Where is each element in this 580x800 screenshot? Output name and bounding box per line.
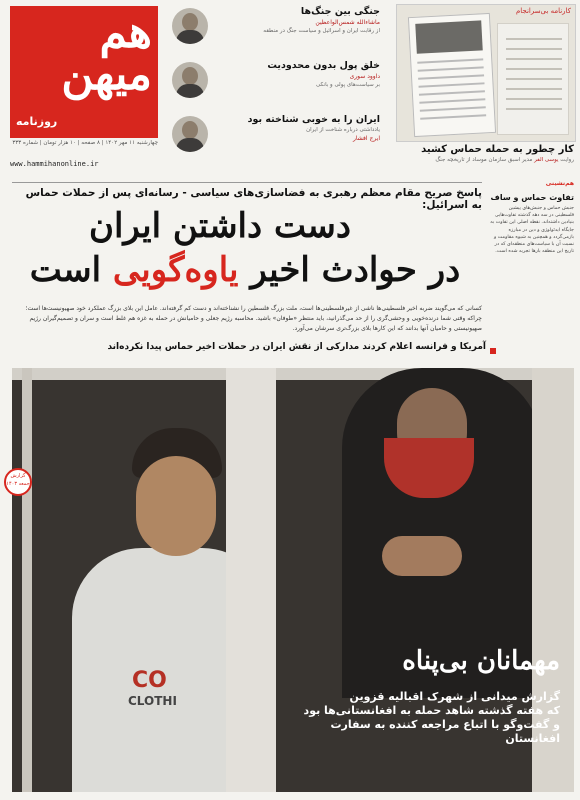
masthead-subtitle: روزنامه: [16, 115, 58, 128]
headline-part1: در حوادث اخیر: [250, 250, 461, 290]
sidebar-label: هم‌نشینی: [545, 180, 574, 187]
window-bar: [226, 368, 276, 792]
sidebar-title: تفاوت حماس و ساف: [490, 193, 574, 202]
dek-author: یوسی الفر: [534, 157, 559, 163]
headline-part2: است: [29, 250, 102, 290]
top-right-caption[interactable]: [396, 144, 574, 163]
photo-dek-line: گزارش میدانی از شهرک اقبالیه قزوین: [349, 690, 560, 703]
issue-folio: چهارشنبه ۱۱ مهر ۱۴۰۲ | ۸ صفحه | ۱۰ هزار تومان | شماره ۳۳۳: [12, 140, 158, 146]
teaser-dek: از رقابت ایران و اسرائیل و سیاست جنگ در منطقه: [263, 28, 380, 34]
author-avatar: [172, 62, 208, 98]
masthead-logo[interactable]: [10, 6, 158, 138]
masthead-name-line2: میهن: [61, 49, 152, 100]
sidebar-body: جنبش حماس و جنبش‌های پیشین فلسطینی در سه دهه گذشته تفاوت‌هایی بنیادین داشته‌اند. نقطه اصلی این تفاوت به جایگاه ایدئولوژی و دین در مبارزه بازمی‌گردد و همچنین به شیوه مقاومت و نسبت آن با سیاست‌های منطقه‌ای که در تاریخ این منطقه بارها تجربه شده است.: [490, 206, 574, 255]
teaser-2[interactable]: [168, 60, 380, 104]
top-right-photo[interactable]: [396, 4, 576, 142]
photo-dek: [300, 690, 560, 746]
top-right-tag: کارنامه بی‌سرانجام: [515, 7, 571, 15]
teaser-3[interactable]: [168, 114, 380, 158]
strap-line[interactable]: آمریکا و فرانسه اعلام کردند مدارکی از نقش ایران در حملات اخیر حماس پیدا نکرده‌اند: [107, 342, 486, 352]
main-headline-line2[interactable]: [20, 250, 470, 290]
report-stamp-badge: گزارش جمعه ۱۴۰۳: [4, 468, 32, 496]
masthead-name-line1: هم: [99, 7, 152, 58]
dek-rest: مدیر اسبق سازمان موساد از تاریخچه جنگ: [435, 157, 533, 163]
woman-hand: [382, 536, 462, 576]
teaser-author: ایرج افشار: [352, 135, 380, 142]
website-link[interactable]: www.hammihanonline.ir: [10, 160, 99, 168]
masthead-name: [16, 7, 152, 100]
headline-red: یاوه‌گویی: [112, 250, 239, 290]
top-right-dek: [396, 157, 574, 163]
window-bar: [22, 368, 32, 792]
shirt-print-2: CLOTHI: [128, 694, 177, 708]
teaser-dek: بر سیاست‌های پولی و بانکی: [315, 82, 380, 88]
photo-dek-line: و گفت‌وگو با اتباع مراجعه کننده به سفارت افغانستان: [330, 718, 560, 745]
teaser-author: داوود سوری: [349, 73, 380, 80]
teaser-title: ایران را به خوبی شناخته بود: [247, 114, 380, 125]
dek-prefix: روایت: [560, 157, 574, 163]
document-image: [408, 13, 496, 137]
end-mark-icon: [490, 348, 496, 354]
teaser-dek: یادداشتی درباره شناخت از ایران: [306, 127, 380, 133]
author-avatar: [172, 116, 208, 152]
boy-face: [136, 456, 216, 556]
teaser-1[interactable]: [168, 6, 380, 50]
teaser-title: خلق پول بدون محدودیت: [267, 60, 380, 71]
main-headline-line1[interactable]: دست داشتن ایران: [89, 206, 351, 246]
photo-dek-line: که هفته گذشته شاهد حمله به افغانستانی‌ها بود: [303, 704, 560, 717]
handwritten-note-image: [497, 23, 569, 135]
top-right-title: کار چطور به حمله حماس کشید: [421, 144, 574, 155]
author-avatar: [172, 8, 208, 44]
shirt-print: CO: [132, 668, 167, 693]
lead-paragraph: کسانی که می‌گویند ضربه اخیر فلسطینی‌ها ناشی از غیرفلسطینی‌ها است، ملت بزرگ فلسطین را نشناخته‌اند و دست کم گرفته‌اند. عامل این بلای بزرگ عملکرد خود صهیونیست‌ها است؛ چراکه وقتی شما درنده‌خویی و وحشی‌گری را از حد می‌گذرانید، باید منتظر «طوفان» باشید. محاسبه رژیم جعلی و حامیانش در حمله به غزه هم غلط است و سران و تصمیم‌گیران رژیم صهیونیستی و حامیان آنها بدانند که این کارها بلای بزرگ‌تری سرشان می‌آورد.: [25, 305, 482, 332]
headline-kicker: پاسخ صریح مقام معظم رهبری به فضاسازی‌های سیاسی - رسانه‌ای پس از حملات حماس به اسرائیل:: [12, 182, 482, 211]
teaser-author: ماشاءالله شمس‌الواعظین: [315, 19, 380, 26]
photo-headline[interactable]: مهمانان بی‌پناه: [402, 646, 560, 676]
teaser-title: جنگی بین جنگ‌ها: [300, 6, 380, 17]
